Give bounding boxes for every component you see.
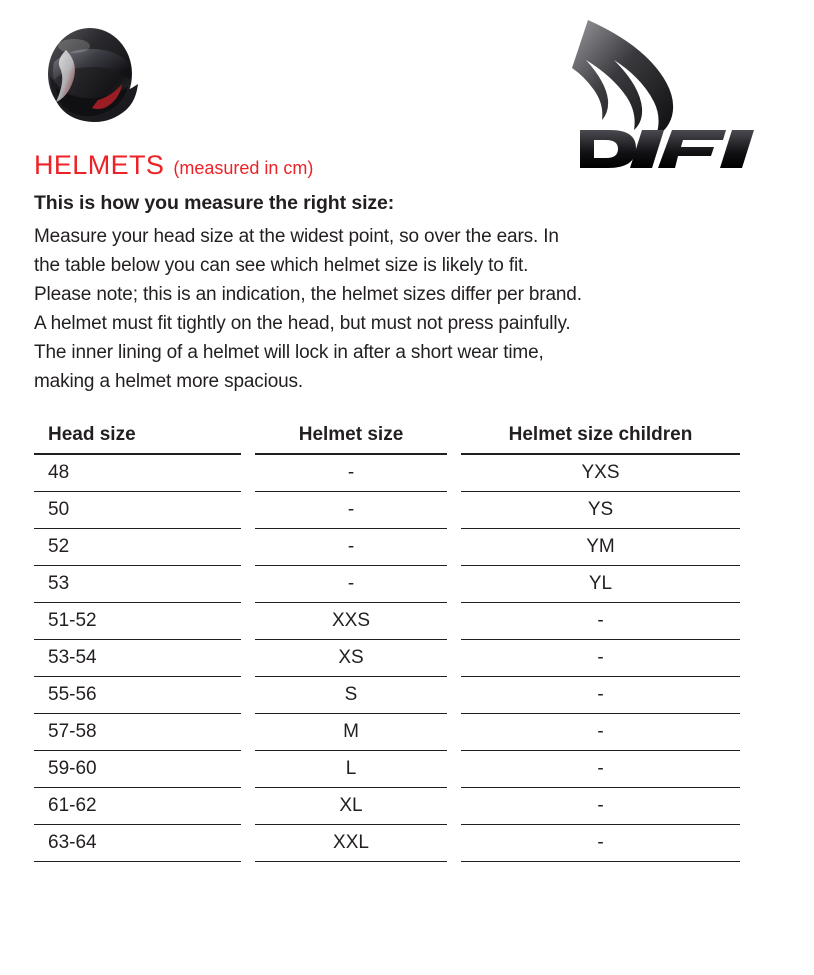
cell-head-size: 57-58 [34, 714, 248, 751]
cell-helmet-size-children: - [454, 640, 740, 677]
cell-helmet-size: XL [248, 788, 454, 825]
cell-helmet-size-children: YXS [454, 454, 740, 492]
cell-helmet-size: - [248, 492, 454, 529]
instructions-line: Measure your head size at the widest point, so over the ears. In [34, 226, 559, 247]
cell-head-size: 61-62 [34, 788, 248, 825]
table-row [34, 603, 740, 640]
table-row [34, 677, 740, 714]
cell-helmet-size-children: YS [454, 492, 740, 529]
table-row [34, 825, 740, 862]
table-row [34, 714, 740, 751]
cell-helmet-size-children: - [454, 751, 740, 788]
table-header-row [34, 424, 740, 454]
table-body [34, 454, 740, 862]
cell-helmet-size: XXL [248, 825, 454, 862]
table-row [34, 788, 740, 825]
cell-helmet-size: - [248, 454, 454, 492]
cell-helmet-size: - [248, 529, 454, 566]
document-header [34, 0, 780, 150]
cell-helmet-size-children: - [454, 714, 740, 751]
cell-helmet-size-children: - [454, 677, 740, 714]
table-row [34, 751, 740, 788]
instructions-line: A helmet must fit tightly on the head, but must not press painfully. [34, 313, 571, 334]
cell-head-size: 55-56 [34, 677, 248, 714]
cell-helmet-size: M [248, 714, 454, 751]
table-row [34, 529, 740, 566]
cell-helmet-size: XXS [248, 603, 454, 640]
instructions-line: The inner lining of a helmet will lock in after a short wear time, [34, 342, 544, 363]
difi-brand-logo [572, 14, 762, 174]
cell-helmet-size: L [248, 751, 454, 788]
table-row [34, 640, 740, 677]
cell-head-size: 51-52 [34, 603, 248, 640]
cell-head-size: 53-54 [34, 640, 248, 677]
cell-head-size: 63-64 [34, 825, 248, 862]
cell-helmet-size-children: - [454, 603, 740, 640]
instructions-line: the table below you can see which helmet size is likely to fit. [34, 255, 529, 276]
size-table [34, 424, 740, 862]
column-header-helmet-size-children: Helmet size children [454, 424, 740, 454]
instructions-body [34, 222, 780, 396]
cell-helmet-size-children: YM [454, 529, 740, 566]
table-row [34, 454, 740, 492]
cell-helmet-size: XS [248, 640, 454, 677]
cell-head-size: 53 [34, 566, 248, 603]
cell-helmet-size: - [248, 566, 454, 603]
table-row [34, 492, 740, 529]
cell-helmet-size-children: - [454, 788, 740, 825]
page-title-unit: (measured in cm) [173, 158, 314, 178]
instructions-heading: This is how you measure the right size: [34, 192, 395, 214]
cell-head-size: 48 [34, 454, 248, 492]
helmet-photo [36, 16, 144, 134]
page-title-main: HELMETS [34, 150, 165, 180]
cell-helmet-size-children: - [454, 825, 740, 862]
instructions-line: Please note; this is an indication, the helmet sizes differ per brand. [34, 284, 582, 305]
table-row [34, 566, 740, 603]
cell-head-size: 59-60 [34, 751, 248, 788]
cell-head-size: 52 [34, 529, 248, 566]
cell-helmet-size: S [248, 677, 454, 714]
column-header-helmet-size: Helmet size [248, 424, 454, 454]
page-title [34, 152, 780, 179]
cell-helmet-size-children: YL [454, 566, 740, 603]
cell-head-size: 50 [34, 492, 248, 529]
instructions-line: making a helmet more spacious. [34, 371, 304, 392]
column-header-head-size: Head size [34, 424, 248, 454]
